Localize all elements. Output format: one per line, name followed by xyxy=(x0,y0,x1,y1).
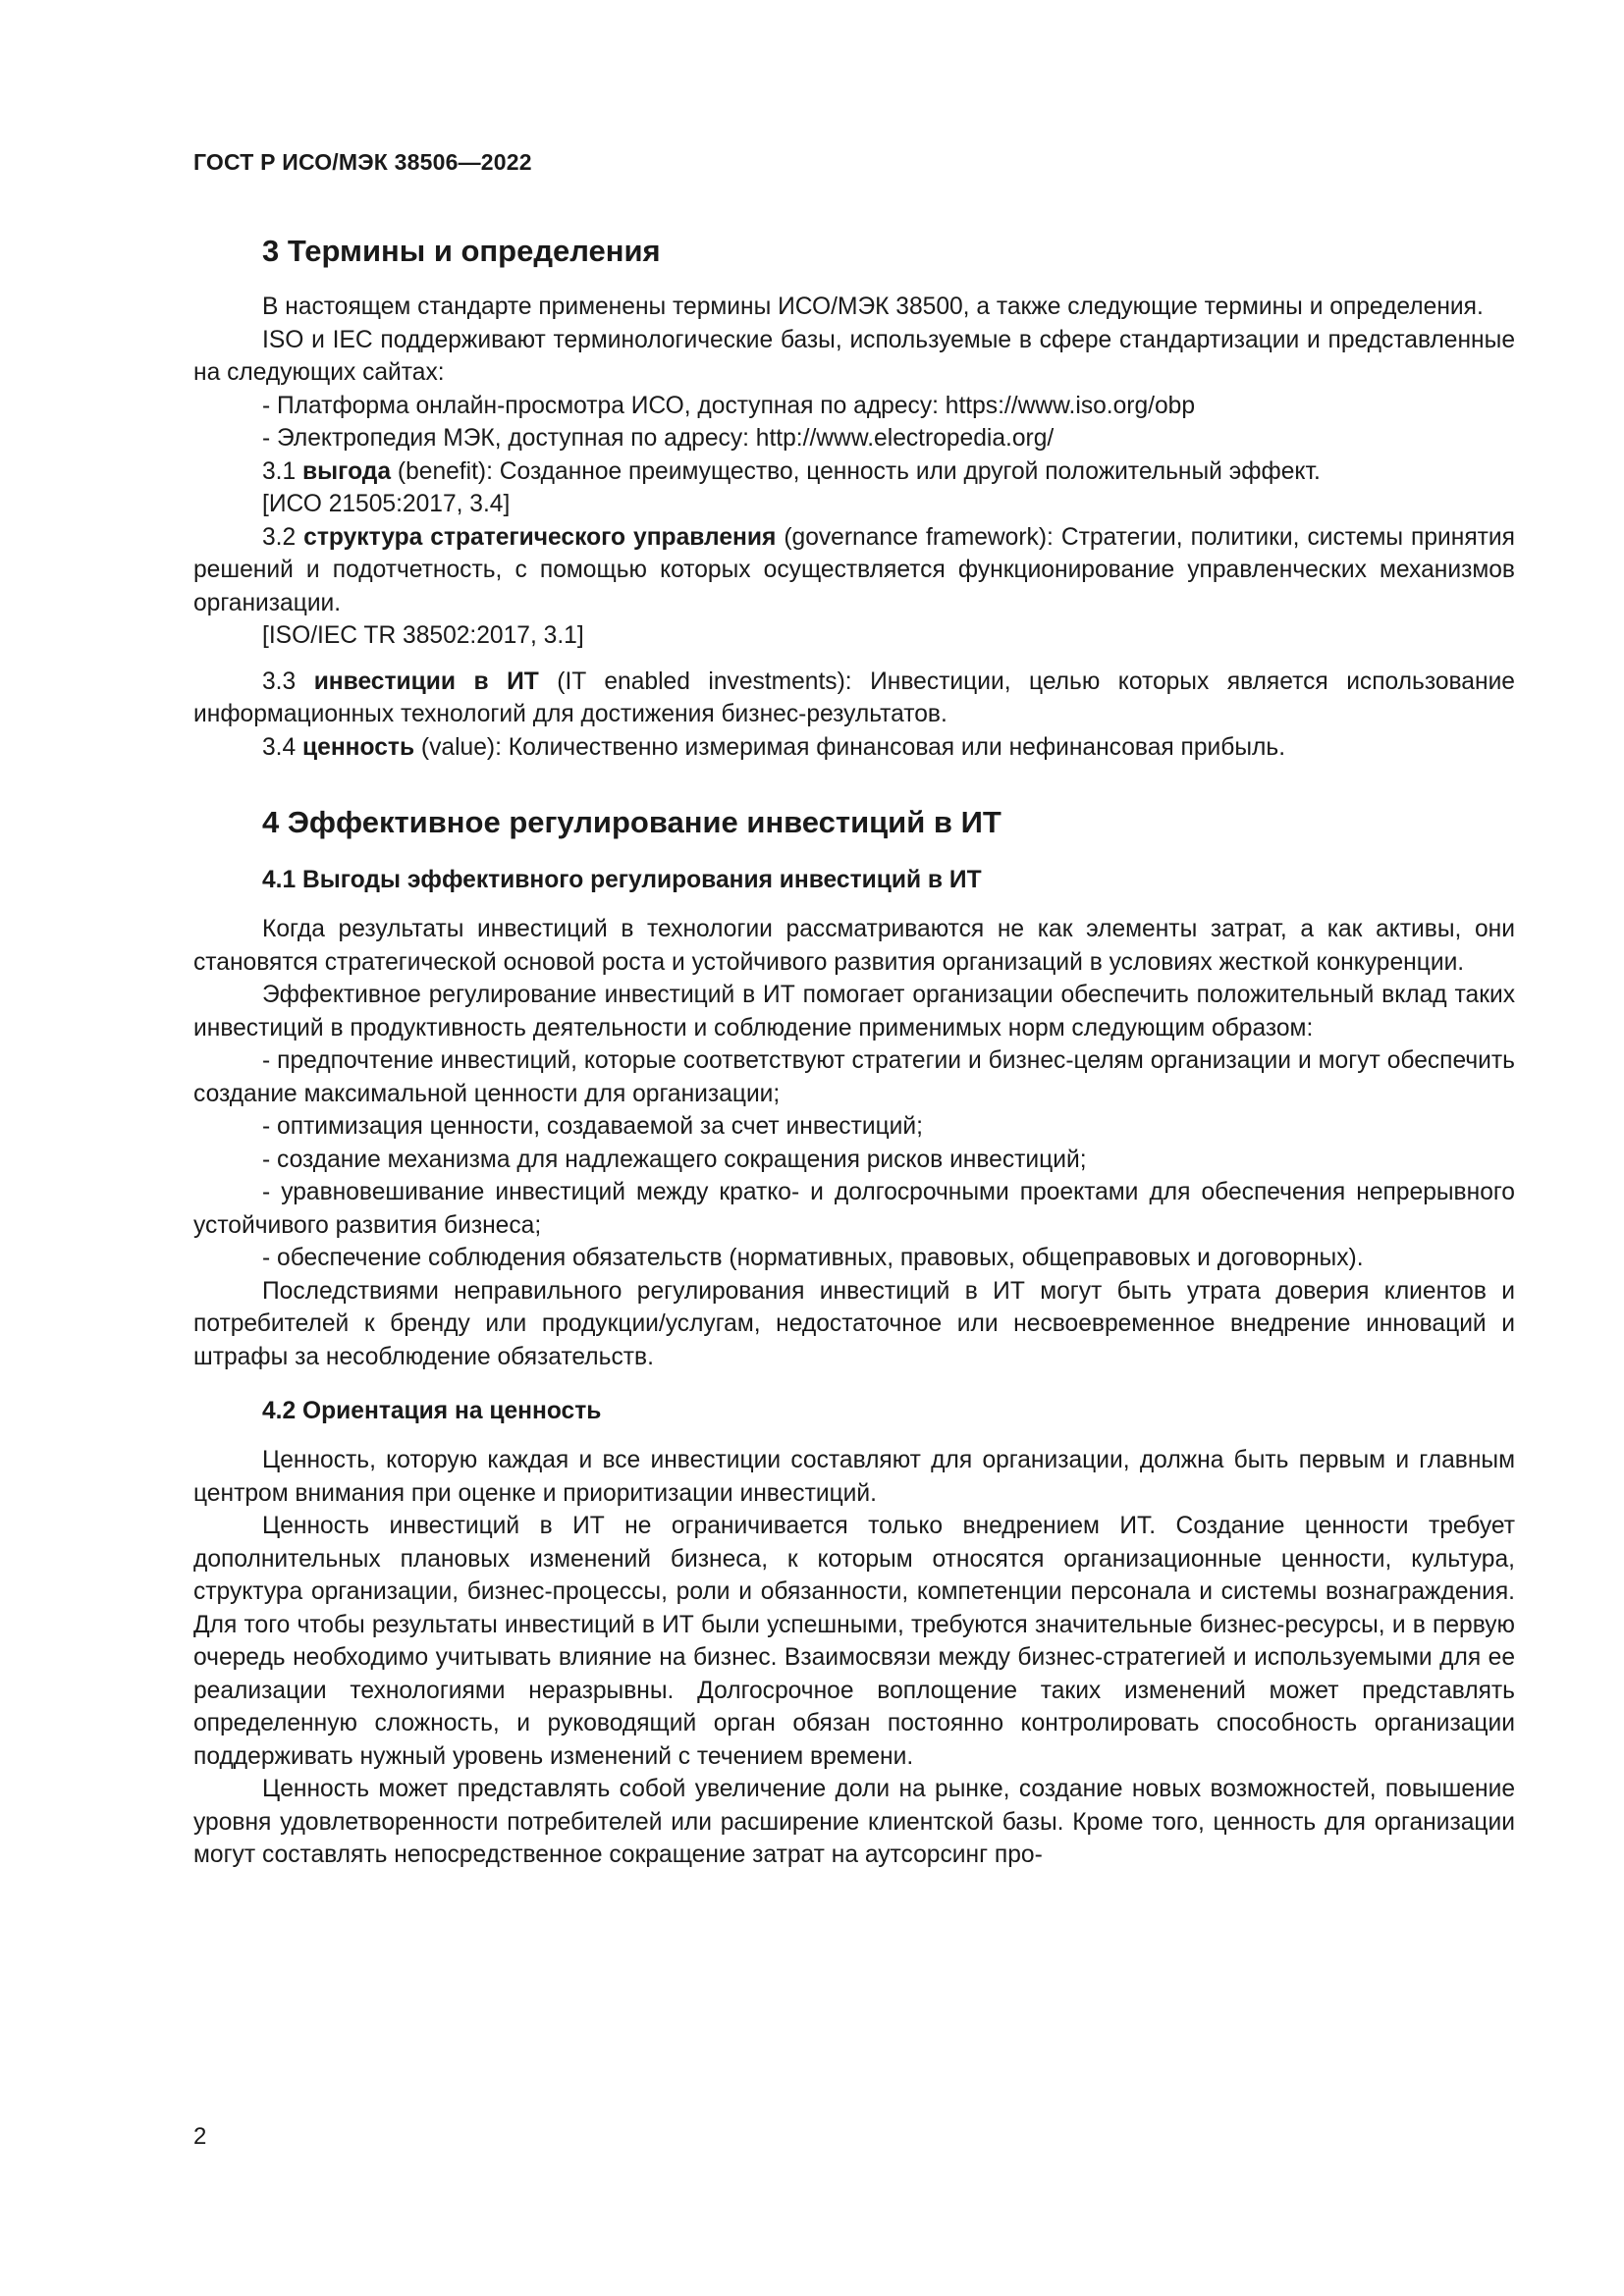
section-4-title: 4 Эффективное регулирование инвестиций в ИТ xyxy=(262,805,1001,839)
section-3-site-iec: - Электропедия МЭК, доступная по адресу: http://www.electropedia.org/ xyxy=(262,425,1055,452)
list-item: - обеспечение соблюдения обязательств (нормативных, правовых, общеправовых и договорных). xyxy=(262,1245,1364,1271)
term-3-4-number: 3.4 xyxy=(262,733,303,761)
term-3-2-source: [ISO/IEC TR 38502:2017, 3.1] xyxy=(262,622,584,649)
term-3-1-name: выгода xyxy=(302,457,392,485)
term-3-2-name: структура стратегического управления xyxy=(303,523,777,551)
page-number: 2 xyxy=(193,2123,207,2150)
term-3-4-definition: (value): Количественно измеримая финансовая или нефинансовая прибыль. xyxy=(414,733,1286,761)
term-3-3-definition: (IT enabled investments): Инвестиции, целью которых является использование информационных технологий для достижения бизнес-результатов. xyxy=(193,667,1515,727)
list-item: - предпочтение инвестиций, которые соответствуют стратегии и бизнес-целям организации и могут обеспечить создание максимальной ценности для организации; xyxy=(193,1047,1515,1107)
term-3-1-source: [ИСО 21505:2017, 3.4] xyxy=(262,491,511,517)
section-4-1-paragraph-1: Когда результаты инвестиций в технологии рассматриваются не как элементы затрат, а как активы, они становятся стратегической основой роста и устойчивого развития организаций в условиях жесткой конкуренции. xyxy=(193,916,1515,976)
section-4-2-paragraph-1: Ценность, которую каждая и все инвестиции составляют для организации, должна быть первым и главным центром внимания при оценке и приоритизации инвестиций. xyxy=(193,1447,1515,1507)
term-3-2 xyxy=(193,521,1515,620)
section-4-1-paragraph-3: Последствиями неправильного регулирования инвестиций в ИТ могут быть утрата доверия клиентов и потребителей к бренду или продукции/услугам, недостаточное или несвоевременное внедрение инноваций и штрафы за несоблюдение обязательств. xyxy=(193,1277,1515,1370)
term-3-2-number: 3.2 xyxy=(262,523,304,551)
term-3-1-number: 3.1 xyxy=(262,457,303,485)
document-header-code: ГОСТ Р ИСО/МЭК 38506—2022 xyxy=(193,149,532,175)
list-item: - оптимизация ценности, создаваемой за счет инвестиций; xyxy=(262,1113,923,1140)
term-3-4-name: ценность xyxy=(302,733,415,761)
term-3-1 xyxy=(193,455,1515,489)
section-4-2-paragraph-3: Ценность может представлять собой увеличение доли на рынке, создание новых возможностей, повышение уровня удовлетворенности потребителей или расширение клиентской базы. Кроме того, ценность для организации могут составлять непосредственное сокращение затрат на аутсорсинг про- xyxy=(193,1776,1515,1868)
section-4-2-paragraph-2: Ценность инвестиций в ИТ не ограничивается только внедрением ИТ. Создание ценности требует дополнительных плановых изменений бизнеса, к которым относятся организационные ценности, культура, структура организации, бизнес-процессы, роли и обязанности, компетенции персонала и системы вознаграждения. Для того чтобы результаты инвестиций в ИТ были успешными, требуются значительные бизнес-ресурсы, и в первую очередь необходимо учитывать влияние на бизнес. Взаимосвязи между бизнес-стратегией и используемыми для ее реализации технологиями неразрывны. Долгосрочное воплощение таких изменений может представлять определенную сложность, и руководящий орган обязан постоянно контролировать способность организации поддерживать нужный уровень изменений с течением времени. xyxy=(193,1513,1515,1770)
section-4-1-paragraph-2: Эффективное регулирование инвестиций в ИТ помогает организации обеспечить положительный вклад таких инвестиций в продуктивность деятельности и соблюдение применимых норм следующим образом: xyxy=(193,982,1515,1041)
term-3-2-definition: (governance framework): Стратегии, политики, системы принятия решений и подотчетность, с помощью которых осуществляется функционирование управленческих механизмов организации. xyxy=(193,523,1515,616)
section-3-title: 3 Термины и определения xyxy=(262,234,661,268)
term-3-3-number: 3.3 xyxy=(262,667,314,695)
section-3-intro-1: В настоящем стандарте применены термины ИСО/МЭК 38500, а также следующие термины и определения. xyxy=(262,294,1484,320)
section-3-intro-2: ISO и IEC поддерживают терминологические базы, используемые в сфере стандартизации и представленные на следующих сайтах: xyxy=(193,326,1515,386)
section-4-1-title: 4.1 Выгоды эффективного регулирования инвестиций в ИТ xyxy=(262,867,982,893)
section-3-site-iso: - Платформа онлайн-просмотра ИСО, доступная по адресу: https://www.iso.org/obp xyxy=(262,392,1196,419)
term-3-1-definition: (benefit): Созданное преимущество, ценность или другой положительный эффект. xyxy=(391,457,1321,485)
list-item: - уравновешивание инвестиций между кратко- и долгосрочными проектами для обеспечения непрерывного устойчивого развития бизнеса; xyxy=(193,1179,1515,1239)
document-body xyxy=(193,232,1515,1872)
section-4-2-title: 4.2 Ориентация на ценность xyxy=(262,1398,602,1424)
term-3-4 xyxy=(193,731,1515,765)
term-3-3-name: инвестиции в ИТ xyxy=(313,667,539,695)
list-item: - создание механизма для надлежащего сокращения рисков инвестиций; xyxy=(262,1146,1087,1173)
term-3-3 xyxy=(193,666,1515,731)
